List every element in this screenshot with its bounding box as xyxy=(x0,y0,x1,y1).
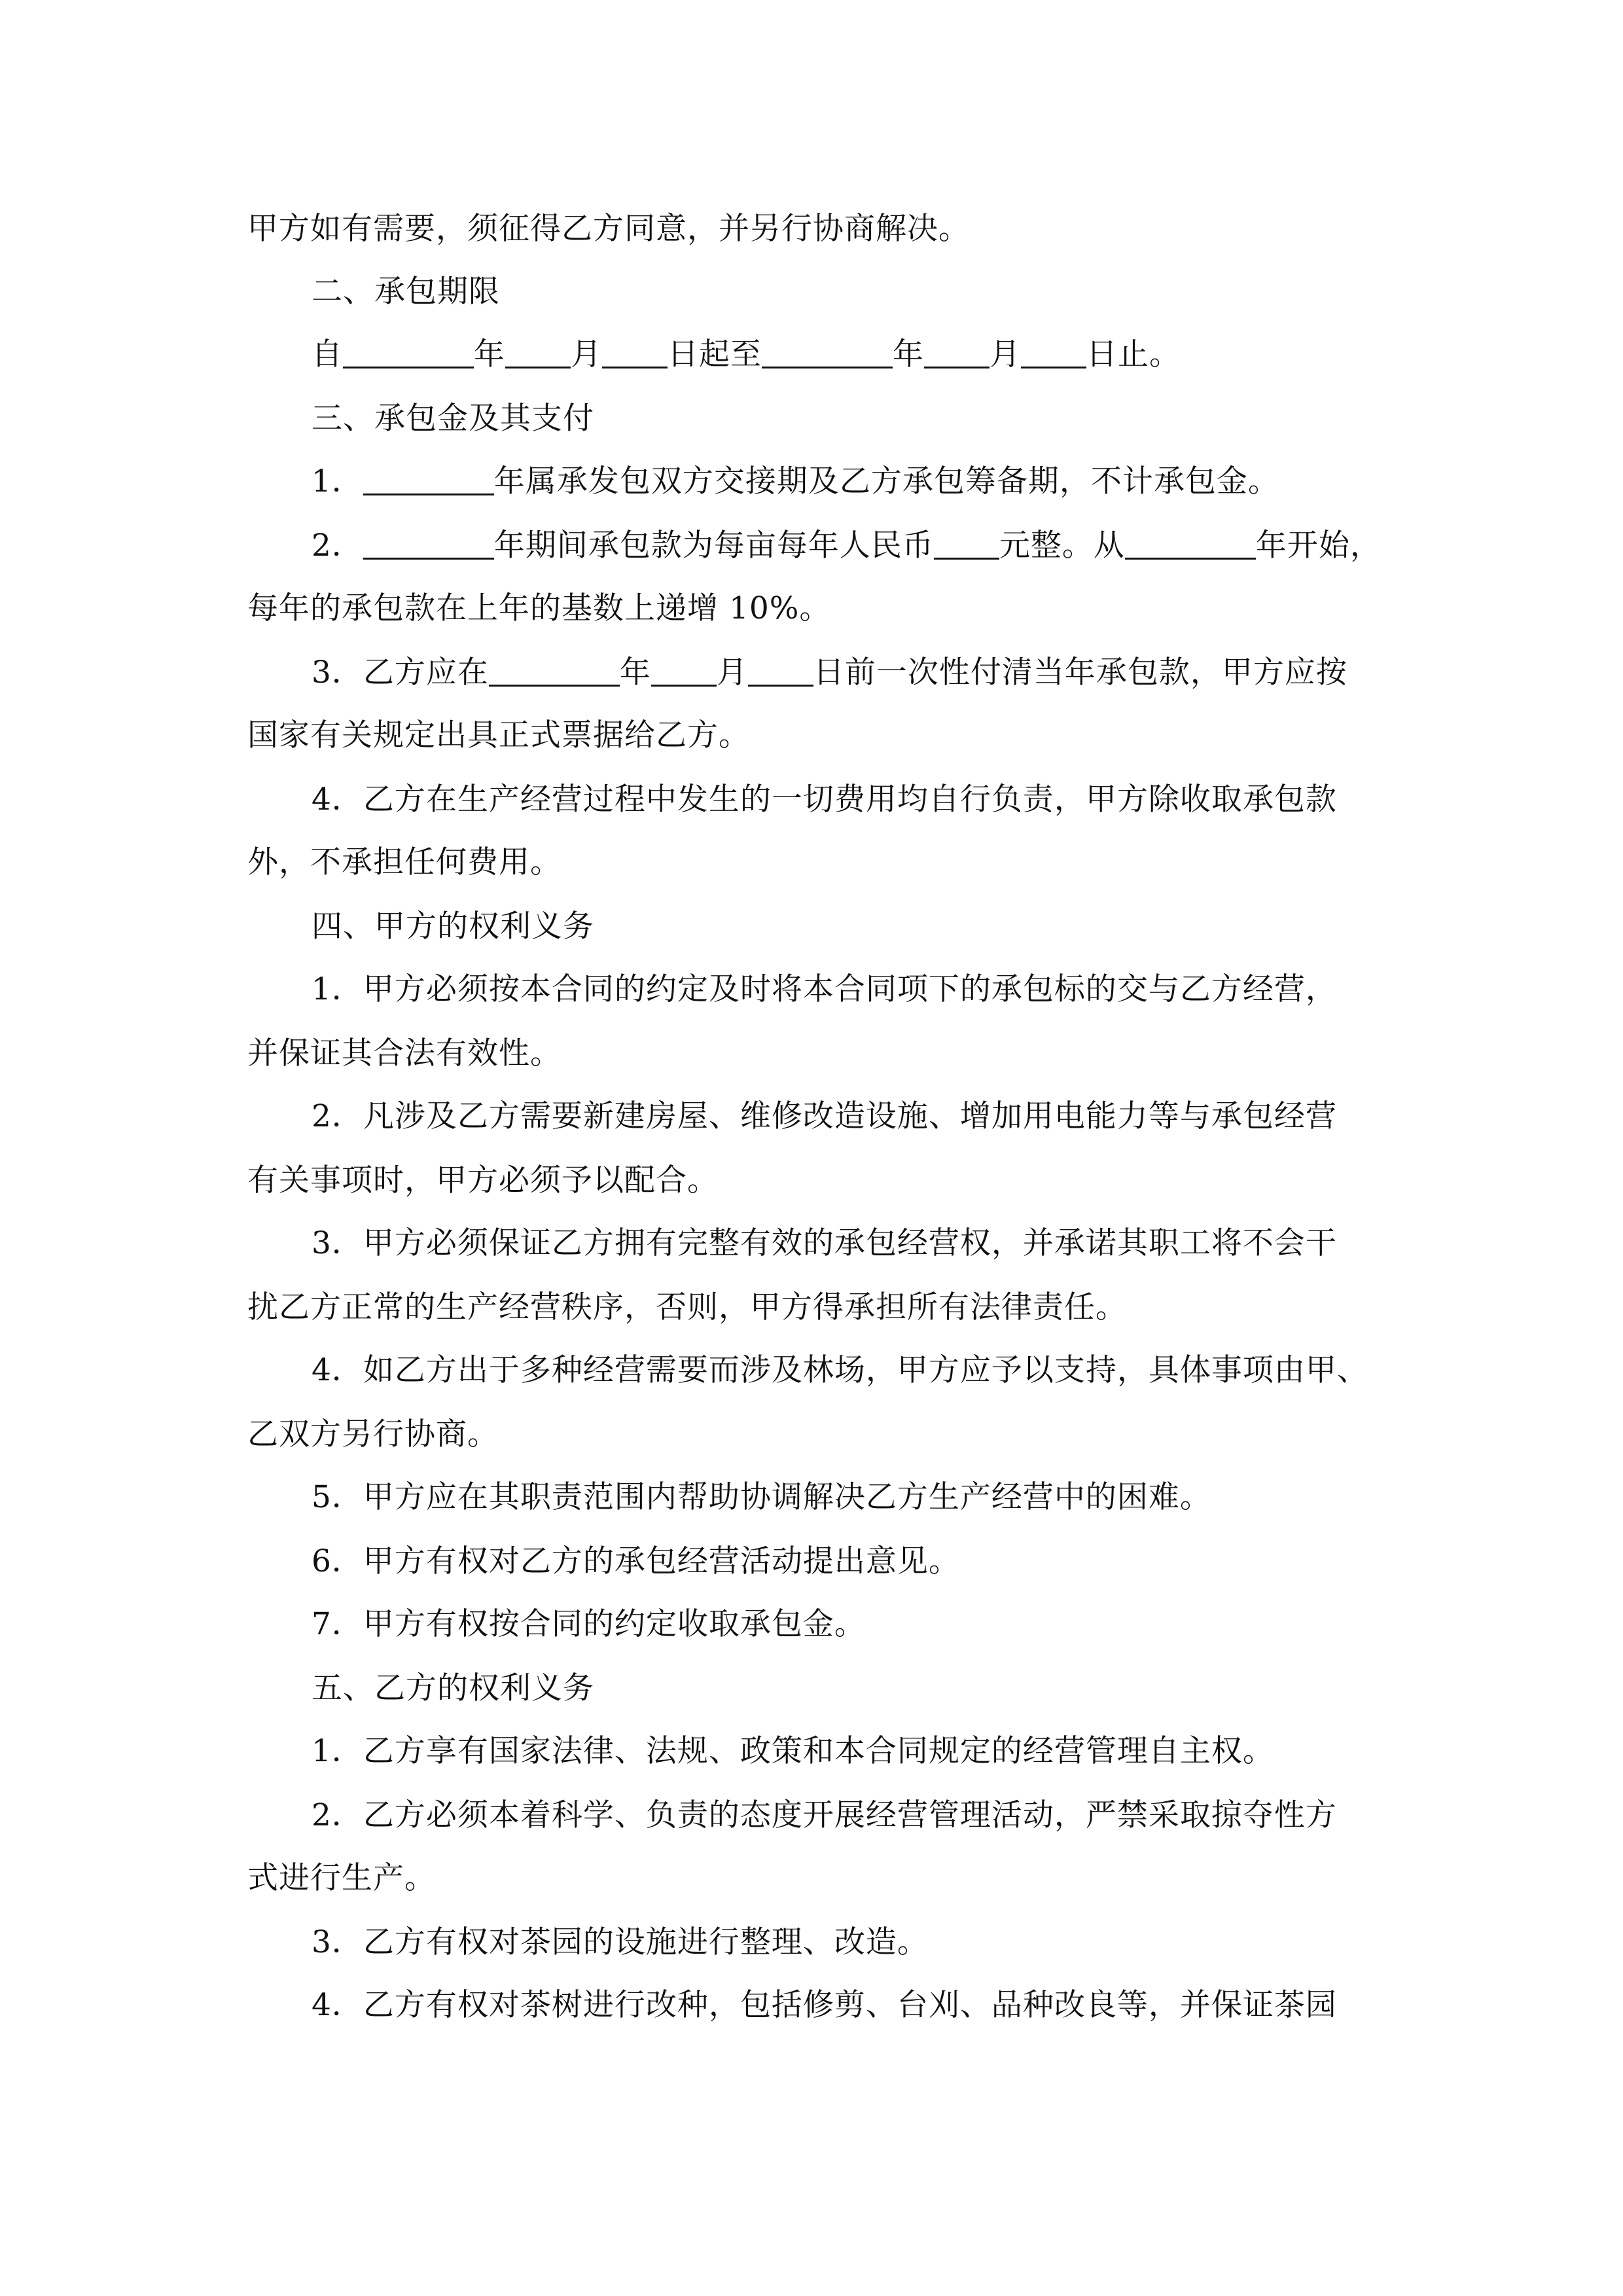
clause-line xyxy=(312,1796,1337,1835)
fill-blank[interactable] xyxy=(363,529,494,560)
text: 日止。 xyxy=(1086,336,1181,372)
text: 每年的承包款在上年的基数上递增 10%。 xyxy=(247,590,831,626)
text: 月 xyxy=(716,655,748,691)
text: 日前一次性付清当年承包款，甲方应按 xyxy=(813,655,1347,691)
section-heading xyxy=(312,907,594,946)
clause-line xyxy=(312,1542,960,1581)
fill-blank[interactable] xyxy=(363,465,494,495)
paragraph-line xyxy=(247,1161,719,1200)
paragraph-line xyxy=(247,1415,499,1454)
text: 年 xyxy=(893,336,924,372)
text: 2． xyxy=(312,528,363,564)
paragraph-line xyxy=(247,1288,1127,1327)
paragraph-line xyxy=(247,1034,562,1073)
text: 3．乙方应在 xyxy=(312,655,489,691)
section-heading xyxy=(312,272,500,312)
text: 5．甲方应在其职责范围内帮助协调解决乙方生产经营中的困难。 xyxy=(312,1479,1211,1515)
text: 月 xyxy=(990,336,1021,372)
text: 年期间承包款为每亩每年人民币 xyxy=(493,528,934,564)
text: 三、承包金及其支付 xyxy=(312,401,594,437)
text: 4．乙方有权对茶树进行改种，包括修剪、台刈、品种改良等，并保证茶园 xyxy=(312,1987,1337,2023)
fill-blank[interactable] xyxy=(748,656,813,687)
paragraph-line xyxy=(247,716,750,755)
text: 国家有关规定出具正式票据给乙方。 xyxy=(247,717,750,753)
text: 四、甲方的权利义务 xyxy=(312,908,594,944)
clause-line xyxy=(312,462,1279,501)
text: 1．甲方必须按本合同的约定及时将本合同项下的承包标的交与乙方经营， xyxy=(312,971,1337,1007)
text: 月 xyxy=(571,336,602,372)
clause-line xyxy=(312,1986,1337,2025)
text: 自 xyxy=(312,336,343,372)
text: 年属承发包双方交接期及乙方承包筹备期，不计承包金。 xyxy=(493,463,1279,499)
section-heading xyxy=(312,1669,594,1708)
fill-blank[interactable] xyxy=(602,338,668,368)
clause-line xyxy=(312,970,1337,1009)
clause-line xyxy=(312,1732,1274,1771)
text: 4．乙方在生产经营过程中发生的一切费用均自行负责，甲方除收取承包款 xyxy=(312,781,1337,817)
text: 元整。从 xyxy=(999,528,1125,564)
text: 年 xyxy=(619,655,651,691)
clause-line xyxy=(312,653,1347,692)
fill-blank[interactable] xyxy=(934,529,999,560)
paragraph-line xyxy=(247,843,562,882)
text: 日起至 xyxy=(668,336,762,372)
clause-line xyxy=(312,1097,1337,1136)
text: 甲方如有需要，须征得乙方同意，并另行协商解决。 xyxy=(247,211,970,247)
fill-blank[interactable] xyxy=(343,338,474,368)
text: 并保证其合法有效性。 xyxy=(247,1035,562,1071)
text: 4．如乙方出于多种经营需要而涉及林场，甲方应予以支持，具体事项由甲、 xyxy=(312,1352,1368,1388)
fill-blank[interactable] xyxy=(1021,338,1086,368)
text: 1． xyxy=(312,463,363,499)
text: 6．甲方有权对乙方的承包经营活动提出意见。 xyxy=(312,1543,960,1579)
paragraph-line xyxy=(247,589,830,628)
section-heading xyxy=(312,399,594,439)
paragraph-line xyxy=(247,1859,436,1898)
clause-line xyxy=(312,780,1337,819)
text: 式进行生产。 xyxy=(247,1860,436,1896)
term-dates-line xyxy=(312,335,1181,374)
text: 扰乙方正常的生产经营秩序，否则，甲方得承担所有法律责任。 xyxy=(247,1289,1127,1325)
fill-blank[interactable] xyxy=(762,338,893,368)
text: 有关事项时，甲方必须予以配合。 xyxy=(247,1162,719,1198)
text: 3．甲方必须保证乙方拥有完整有效的承包经营权，并承诺其职工将不会干 xyxy=(312,1225,1337,1261)
clause-line xyxy=(312,526,1382,565)
text: 二、承包期限 xyxy=(312,274,500,310)
fill-blank[interactable] xyxy=(924,338,990,368)
text: 3．乙方有权对茶园的设施进行整理、改造。 xyxy=(312,1924,929,1960)
text: 五、乙方的权利义务 xyxy=(312,1670,594,1706)
text: 2．乙方必须本着科学、负责的态度开展经营管理活动，严禁采取掠夺性方 xyxy=(312,1797,1337,1833)
fill-blank[interactable] xyxy=(651,656,717,687)
fill-blank[interactable] xyxy=(505,338,571,368)
text: 年 xyxy=(474,336,505,372)
clause-line xyxy=(312,1923,929,1962)
text: 2．凡涉及乙方需要新建房屋、维修改造设施、增加用电能力等与承包经营 xyxy=(312,1098,1337,1134)
clause-line xyxy=(312,1478,1211,1517)
text: 乙双方另行协商。 xyxy=(247,1416,499,1452)
fill-blank[interactable] xyxy=(1125,529,1256,560)
text: 7．甲方有权按合同的约定收取承包金。 xyxy=(312,1606,866,1642)
text: 外，不承担任何费用。 xyxy=(247,844,562,880)
text: 年开始， xyxy=(1255,528,1382,564)
text: 1．乙方享有国家法律、法规、政策和本合同规定的经营管理自主权。 xyxy=(312,1733,1274,1769)
clause-line xyxy=(312,1351,1368,1390)
clause-line xyxy=(312,1224,1337,1263)
fill-blank[interactable] xyxy=(489,656,620,687)
paragraph-line xyxy=(247,209,970,249)
clause-line xyxy=(312,1605,866,1644)
